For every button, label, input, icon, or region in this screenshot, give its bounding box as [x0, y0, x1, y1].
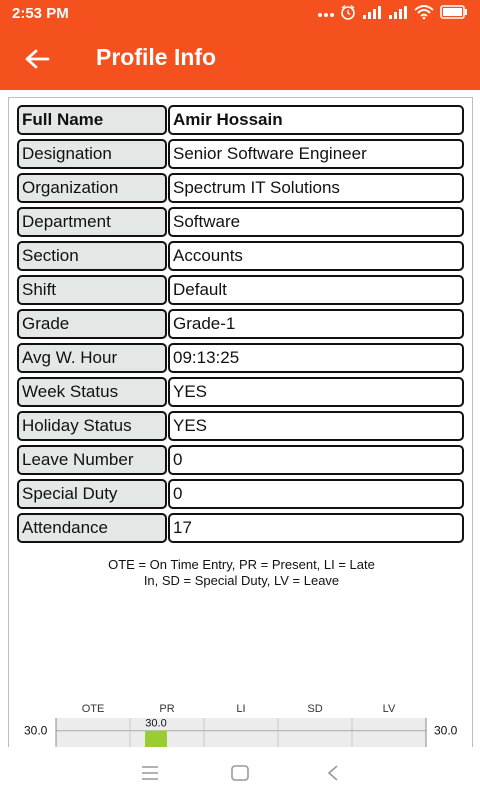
label-section: Section — [17, 241, 167, 271]
info-row-full-name — [17, 104, 466, 138]
value-full-name: Amir Hossain — [168, 105, 464, 135]
status-time: 2:53 PM — [12, 5, 69, 22]
more-dots-icon — [318, 6, 334, 21]
status-bar — [0, 0, 480, 28]
x-tick-label: SD — [307, 703, 323, 715]
label-week-status: Week Status — [17, 377, 167, 407]
info-row-leave-number — [17, 444, 466, 478]
signal-icon — [388, 5, 408, 22]
info-row-organization — [17, 172, 466, 206]
value-shift: Default — [168, 275, 464, 305]
signal-icon — [362, 5, 382, 22]
label-leave-number: Leave Number — [17, 445, 167, 475]
legend-note-line-1: OTE = On Time Entry, PR = Present, LI = Late — [108, 557, 375, 572]
home-icon — [231, 765, 249, 781]
x-tick-label: LI — [236, 703, 246, 715]
info-row-section — [17, 240, 466, 274]
home-button[interactable] — [220, 759, 260, 787]
value-holiday-status: YES — [168, 411, 464, 441]
info-row-special-duty — [17, 478, 466, 512]
nav-back-button[interactable] — [313, 759, 353, 787]
menu-icon — [141, 766, 159, 780]
label-attendance: Attendance — [17, 513, 167, 543]
y-tick-label-right: 30.0 — [434, 723, 458, 738]
info-row-designation — [17, 138, 466, 172]
value-grade: Grade-1 — [168, 309, 464, 339]
app-bar — [0, 28, 480, 90]
y-tick-label-left: 30.0 — [24, 723, 48, 738]
label-full-name: Full Name — [17, 105, 167, 135]
info-row-week-status — [17, 376, 466, 410]
x-tick-label: LV — [382, 703, 396, 715]
label-special-duty: Special Duty — [17, 479, 167, 509]
info-row-avg-w-hour — [17, 342, 466, 376]
alarm-icon — [340, 4, 356, 23]
back-button[interactable] — [14, 38, 60, 80]
label-grade: Grade — [17, 309, 167, 339]
system-nav-bar — [0, 747, 480, 800]
value-organization: Spectrum IT Solutions — [168, 173, 464, 203]
info-row-grade — [17, 308, 466, 342]
label-designation: Designation — [17, 139, 167, 169]
value-section: Accounts — [168, 241, 464, 271]
x-tick-label: OTE — [81, 703, 105, 715]
back-icon — [327, 765, 339, 781]
page-title: Profile Info — [96, 44, 217, 70]
profile-content[interactable] — [8, 97, 473, 747]
label-holiday-status: Holiday Status — [17, 411, 167, 441]
bar-value-label: 30.0 — [145, 717, 167, 730]
info-row-department — [17, 206, 466, 240]
arrow-back-icon — [24, 48, 50, 70]
attendance-chart — [9, 598, 474, 748]
value-designation: Senior Software Engineer — [168, 139, 464, 169]
label-organization: Organization — [17, 173, 167, 203]
value-department: Software — [168, 207, 464, 237]
info-row-holiday-status — [17, 410, 466, 444]
value-leave-number: 0 — [168, 445, 464, 475]
battery-icon — [440, 5, 468, 22]
menu-button[interactable] — [130, 759, 170, 787]
value-week-status: YES — [168, 377, 464, 407]
label-shift: Shift — [17, 275, 167, 305]
status-icons — [318, 4, 468, 23]
value-avg-w-hour: 09:13:25 — [168, 343, 464, 373]
info-row-attendance — [17, 512, 466, 546]
label-avg-w-hour: Avg W. Hour — [17, 343, 167, 373]
value-special-duty: 0 — [168, 479, 464, 509]
value-attendance: 17 — [168, 513, 464, 543]
info-row-shift — [17, 274, 466, 308]
wifi-icon — [414, 5, 434, 22]
chart-legend-note — [69, 557, 414, 589]
label-department: Department — [17, 207, 167, 237]
x-tick-label: PR — [159, 703, 175, 715]
profile-table — [17, 104, 466, 546]
legend-note-line-2: In, SD = Special Duty, LV = Leave — [143, 573, 340, 588]
